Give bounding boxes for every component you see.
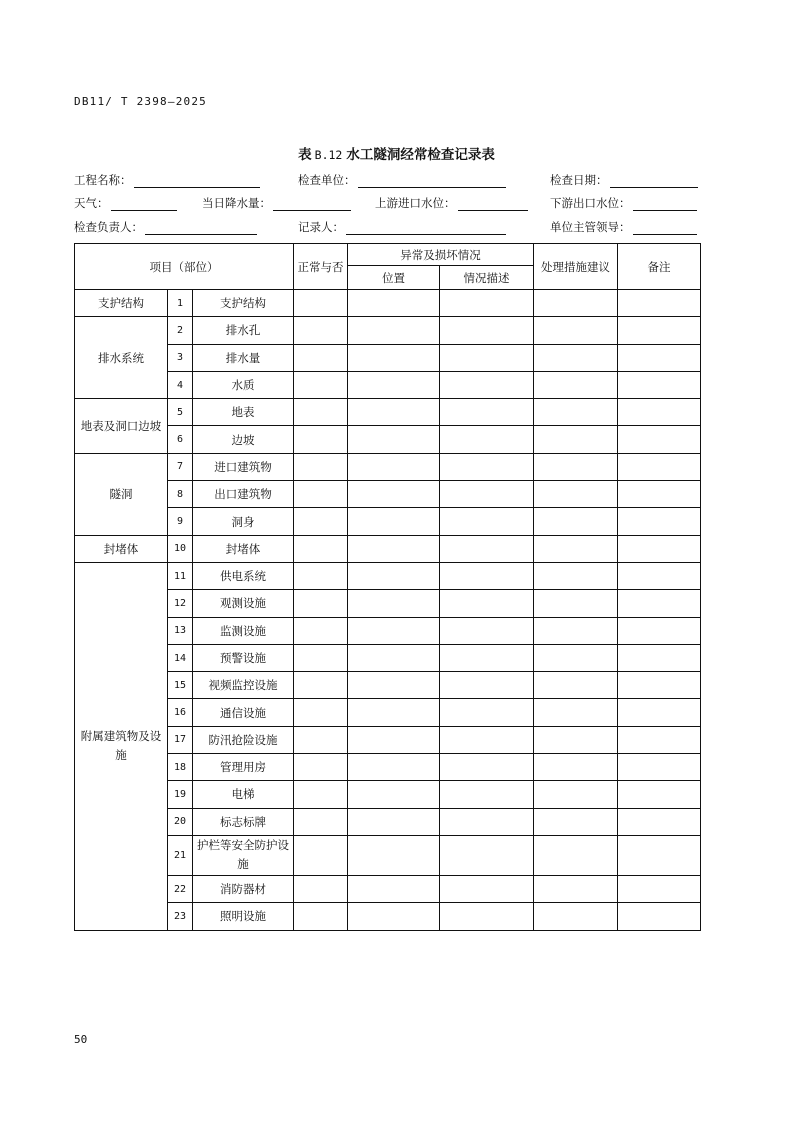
cell-remarks[interactable] [618,781,701,808]
cell-position[interactable] [348,344,440,371]
cell-position[interactable] [348,781,440,808]
cell-normal[interactable] [294,699,348,726]
cell-description[interactable] [440,371,534,398]
cell-description[interactable] [440,699,534,726]
cell-position[interactable] [348,426,440,453]
title-prefix: 表 [298,147,312,163]
cell-remarks[interactable] [618,726,701,753]
row-name: 出口建筑物 [193,481,294,508]
cell-measures[interactable] [534,290,618,317]
cell-remarks[interactable] [618,344,701,371]
row-number: 10 [168,535,193,562]
rainfall-label: 当日降水量： [202,196,271,210]
cell-remarks[interactable] [618,590,701,617]
unit-leader-label: 单位主管领导： [550,220,631,234]
standard-code: DB11/ T 2398—2025 [74,95,207,108]
cell-normal[interactable] [294,317,348,344]
project-name-field [74,172,260,188]
row-number: 14 [168,644,193,671]
cell-measures[interactable] [534,672,618,699]
cell-position[interactable] [348,699,440,726]
table-row [75,726,701,753]
cell-remarks[interactable] [618,808,701,835]
cell-position[interactable] [348,590,440,617]
cell-normal[interactable] [294,508,348,535]
row-number: 1 [168,290,193,317]
cell-remarks[interactable] [618,875,701,902]
table-row [75,562,701,589]
inspector-field [74,219,257,235]
cell-normal[interactable] [294,535,348,562]
upstream-level-field [375,195,528,211]
cell-normal[interactable] [294,290,348,317]
cell-description[interactable] [440,781,534,808]
cell-position[interactable] [348,726,440,753]
rainfall-field [202,195,351,211]
cell-measures[interactable] [534,317,618,344]
cell-position[interactable] [348,835,440,875]
inspection-unit-input[interactable] [358,175,506,188]
row-number: 4 [168,371,193,398]
table-row [75,317,701,344]
row-number: 22 [168,875,193,902]
row-name: 通信设施 [193,699,294,726]
row-name: 监测设施 [193,617,294,644]
cell-normal[interactable] [294,481,348,508]
table-row [75,808,701,835]
cell-description[interactable] [440,481,534,508]
table-row [75,781,701,808]
table-row [75,290,701,317]
recorder-label: 记录人： [298,220,344,234]
row-number: 11 [168,562,193,589]
header-position: 位置 [348,266,440,290]
row-name: 预警设施 [193,644,294,671]
cell-position[interactable] [348,808,440,835]
row-name: 观测设施 [193,590,294,617]
project-name-label: 工程名称： [74,173,132,187]
table-row [75,426,701,453]
table-row [75,617,701,644]
cell-normal[interactable] [294,371,348,398]
row-name: 护栏等安全防护设施 [193,835,294,875]
cell-description[interactable] [440,835,534,875]
cell-measures[interactable] [534,535,618,562]
cell-normal[interactable] [294,672,348,699]
cell-measures[interactable] [534,453,618,480]
cell-position[interactable] [348,903,440,930]
inspection-date-field [550,172,698,188]
header-measures: 处理措施建议 [534,244,618,290]
row-name: 支护结构 [193,290,294,317]
row-number: 2 [168,317,193,344]
row-number: 23 [168,903,193,930]
row-name: 供电系统 [193,562,294,589]
row-name: 洞身 [193,508,294,535]
header-description: 情况描述 [440,266,534,290]
cell-position[interactable] [348,875,440,902]
cell-measures[interactable] [534,754,618,781]
weather-field [74,195,177,211]
cell-position[interactable] [348,562,440,589]
cell-description[interactable] [440,344,534,371]
weather-label: 天气： [74,196,109,210]
upstream-level-input[interactable] [458,198,528,211]
cell-position[interactable] [348,399,440,426]
table-row [75,590,701,617]
title-number: B.12 [314,148,343,162]
cell-description[interactable] [440,617,534,644]
cell-description[interactable] [440,644,534,671]
cell-remarks[interactable] [618,453,701,480]
group-label: 封堵体 [75,535,168,562]
inspection-date-label: 检查日期： [550,173,608,187]
cell-position[interactable] [348,481,440,508]
cell-description[interactable] [440,754,534,781]
table-row [75,535,701,562]
inspector-label: 检查负责人： [74,220,143,234]
cell-position[interactable] [348,672,440,699]
row-number: 16 [168,699,193,726]
cell-position[interactable] [348,290,440,317]
table-row [75,672,701,699]
cell-measures[interactable] [534,590,618,617]
cell-position[interactable] [348,644,440,671]
inspection-record-table [74,243,701,931]
row-name: 标志标牌 [193,808,294,835]
cell-measures[interactable] [534,481,618,508]
cell-normal[interactable] [294,426,348,453]
cell-description[interactable] [440,453,534,480]
cell-normal[interactable] [294,781,348,808]
row-number: 19 [168,781,193,808]
table-row [75,344,701,371]
cell-description[interactable] [440,672,534,699]
cell-normal[interactable] [294,344,348,371]
cell-normal[interactable] [294,590,348,617]
cell-measures[interactable] [534,562,618,589]
cell-remarks[interactable] [618,508,701,535]
cell-measures[interactable] [534,344,618,371]
table-row [75,481,701,508]
cell-remarks[interactable] [618,481,701,508]
cell-description[interactable] [440,808,534,835]
cell-remarks[interactable] [618,426,701,453]
weather-input[interactable] [111,198,177,211]
cell-normal[interactable] [294,754,348,781]
cell-remarks[interactable] [618,672,701,699]
row-number: 20 [168,808,193,835]
table-row [75,644,701,671]
recorder-input[interactable] [346,222,506,235]
group-label: 隧洞 [75,453,168,535]
cell-normal[interactable] [294,808,348,835]
cell-description[interactable] [440,399,534,426]
row-name: 水质 [193,371,294,398]
row-number: 7 [168,453,193,480]
row-name: 管理用房 [193,754,294,781]
cell-measures[interactable] [534,371,618,398]
table-row [75,754,701,781]
cell-description[interactable] [440,726,534,753]
cell-measures[interactable] [534,835,618,875]
table-row [75,875,701,902]
upstream-level-label: 上游进口水位： [375,196,456,210]
cell-normal[interactable] [294,903,348,930]
cell-description[interactable] [440,903,534,930]
cell-position[interactable] [348,453,440,480]
row-name: 防汛抢险设施 [193,726,294,753]
cell-remarks[interactable] [618,317,701,344]
cell-measures[interactable] [534,399,618,426]
row-number: 12 [168,590,193,617]
cell-position[interactable] [348,508,440,535]
row-name: 封堵体 [193,535,294,562]
group-label: 支护结构 [75,290,168,317]
row-number: 8 [168,481,193,508]
header-item: 项目（部位） [75,244,294,290]
unit-leader-field [550,219,697,235]
row-number: 3 [168,344,193,371]
cell-remarks[interactable] [618,562,701,589]
table-row [75,371,701,398]
cell-measures[interactable] [534,426,618,453]
cell-remarks[interactable] [618,535,701,562]
cell-measures[interactable] [534,726,618,753]
recorder-field [298,219,506,235]
cell-measures[interactable] [534,808,618,835]
downstream-level-input[interactable] [633,198,697,211]
cell-measures[interactable] [534,699,618,726]
group-label: 附属建筑物及设施 [75,562,168,930]
header-normal: 正常与否 [294,244,348,290]
row-number: 21 [168,835,193,875]
cell-remarks[interactable] [618,835,701,875]
cell-measures[interactable] [534,508,618,535]
header-abnormal: 异常及损坏情况 [348,244,534,266]
cell-measures[interactable] [534,644,618,671]
rainfall-input[interactable] [273,198,351,211]
table-row [75,453,701,480]
unit-leader-input[interactable] [633,222,697,235]
table-row [75,903,701,930]
cell-description[interactable] [440,290,534,317]
cell-remarks[interactable] [618,644,701,671]
table-row [75,508,701,535]
cell-description[interactable] [440,508,534,535]
cell-description[interactable] [440,562,534,589]
cell-normal[interactable] [294,835,348,875]
header-remarks: 备注 [618,244,701,290]
cell-position[interactable] [348,371,440,398]
cell-position[interactable] [348,754,440,781]
cell-measures[interactable] [534,617,618,644]
cell-description[interactable] [440,535,534,562]
row-name: 排水孔 [193,317,294,344]
row-name: 视频监控设施 [193,672,294,699]
row-name: 地表 [193,399,294,426]
row-number: 6 [168,426,193,453]
cell-remarks[interactable] [618,754,701,781]
row-number: 9 [168,508,193,535]
group-label: 排水系统 [75,317,168,399]
downstream-level-label: 下游出口水位： [550,196,631,210]
cell-normal[interactable] [294,726,348,753]
cell-normal[interactable] [294,644,348,671]
cell-description[interactable] [440,426,534,453]
table-row [75,699,701,726]
cell-position[interactable] [348,617,440,644]
cell-position[interactable] [348,535,440,562]
cell-remarks[interactable] [618,903,701,930]
row-name: 电梯 [193,781,294,808]
cell-normal[interactable] [294,453,348,480]
row-number: 18 [168,754,193,781]
cell-measures[interactable] [534,781,618,808]
row-number: 15 [168,672,193,699]
row-name: 进口建筑物 [193,453,294,480]
row-number: 13 [168,617,193,644]
cell-normal[interactable] [294,875,348,902]
table-title [0,143,793,163]
row-name: 边坡 [193,426,294,453]
cell-measures[interactable] [534,875,618,902]
page-number: 50 [74,1033,88,1046]
cell-remarks[interactable] [618,290,701,317]
downstream-level-field [550,195,697,211]
cell-remarks[interactable] [618,699,701,726]
row-name: 消防器材 [193,875,294,902]
project-name-input[interactable] [134,175,260,188]
title-text: 水工隧洞经常检查记录表 [346,147,495,163]
cell-description[interactable] [440,590,534,617]
row-number: 17 [168,726,193,753]
inspection-unit-field [298,172,506,188]
cell-normal[interactable] [294,562,348,589]
cell-description[interactable] [440,875,534,902]
cell-description[interactable] [440,317,534,344]
cell-normal[interactable] [294,617,348,644]
cell-measures[interactable] [534,903,618,930]
cell-remarks[interactable] [618,371,701,398]
inspection-date-input[interactable] [610,175,698,188]
cell-position[interactable] [348,317,440,344]
row-number: 5 [168,399,193,426]
inspection-unit-label: 检查单位： [298,173,356,187]
table-row [75,835,701,875]
group-label: 地表及洞口边坡 [75,399,168,454]
table-row [75,399,701,426]
cell-normal[interactable] [294,399,348,426]
inspector-input[interactable] [145,222,257,235]
cell-remarks[interactable] [618,399,701,426]
row-name: 照明设施 [193,903,294,930]
cell-remarks[interactable] [618,617,701,644]
row-name: 排水量 [193,344,294,371]
